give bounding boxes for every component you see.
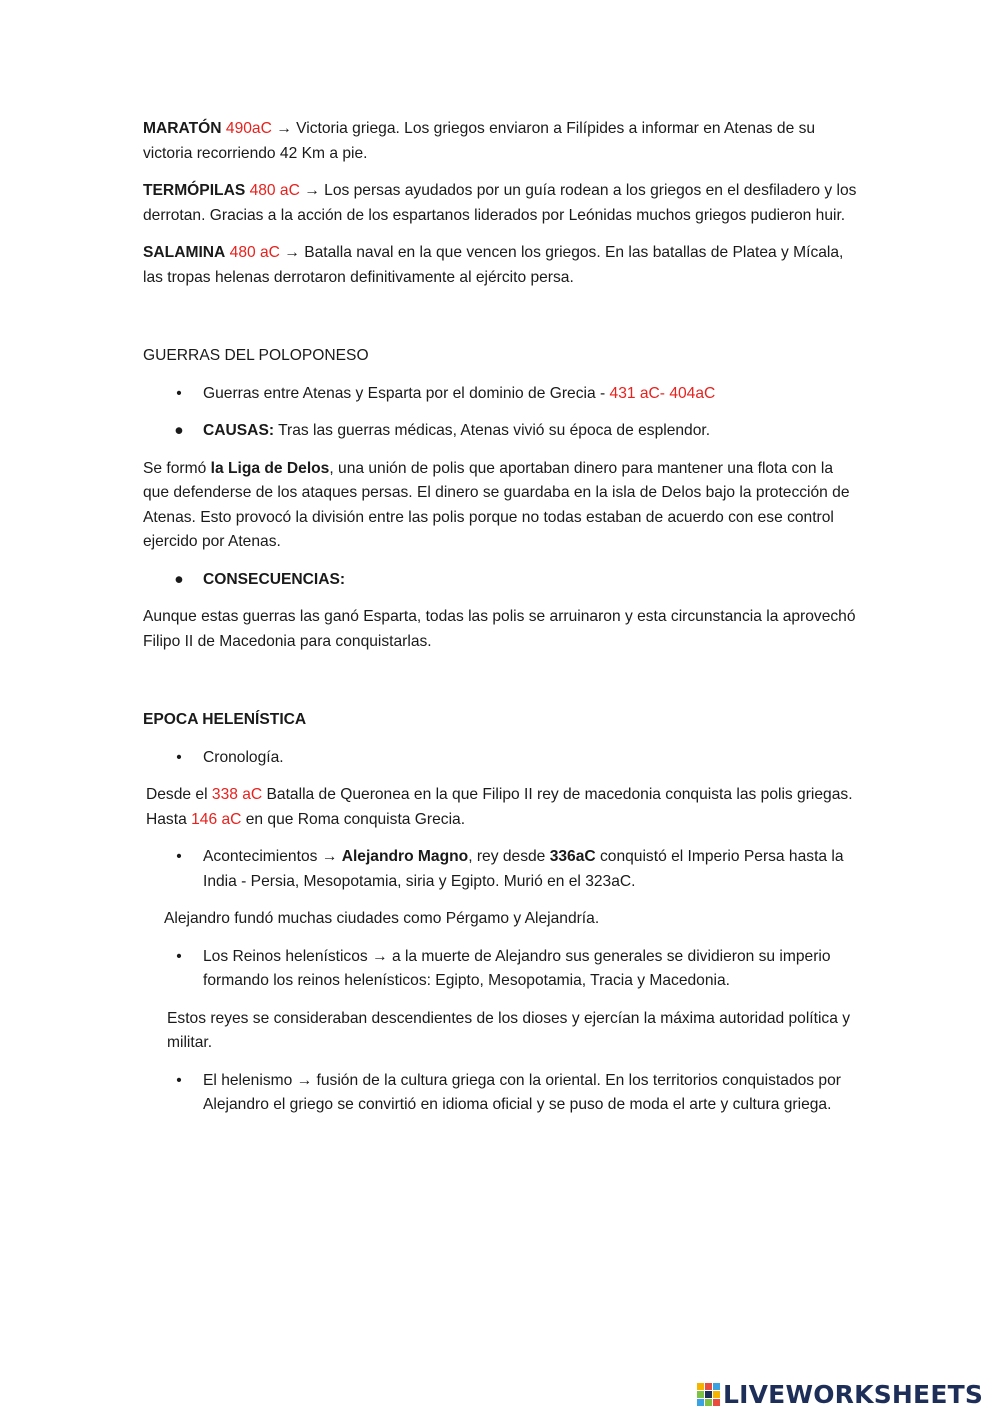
battle-date: 480 aC xyxy=(249,182,300,199)
logo-wordmark: LIVEWORKSHEETS xyxy=(723,1379,984,1409)
bullet-mark: • xyxy=(176,748,182,766)
heading-text: EPOCA HELENÍSTICA xyxy=(143,711,307,728)
bullet-acontecimientos xyxy=(143,845,858,894)
acont-pre: Acontecimientos → xyxy=(203,848,338,865)
paragraph-alejandro: Alejandro fundó muchas ciudades como Pérgamo y Alejandría. xyxy=(164,910,600,927)
battle-marathon xyxy=(143,117,858,166)
paragraph-consecuencias: Aunque estas guerras las ganó Esparta, todas las polis se arruinaron y esta circunstancia la aprovechó Filipo II de Macedonia para conquistarlas. xyxy=(143,608,856,650)
battle-name: MARATÓN xyxy=(143,120,222,137)
battle-text: → Batalla naval en la que vencen los griegos. En las batallas de Platea y Mícala, las tropas helenas derrotaron definitivamente al ejército persa. xyxy=(143,244,844,286)
bullet-mark: • xyxy=(176,947,182,965)
section-heading-peloponeso: GUERRAS DEL POLOPONESO xyxy=(143,347,369,364)
logo-cubes-icon xyxy=(697,1383,720,1406)
bullet-cronologia xyxy=(143,746,858,771)
document-page xyxy=(143,117,858,1118)
crono-mid: Batalla de Queronea en la que Filipo II rey de macedonia conquista las polis griegas. Hasta xyxy=(146,786,853,828)
bullet-mark: • xyxy=(176,1071,182,1089)
crono-date-end: 146 aC xyxy=(191,810,242,828)
battle-date: 490aC xyxy=(225,120,272,137)
bullet-date: 431 aC- 404aC xyxy=(609,384,716,402)
acont-post: conquistó el Imperio Persa hasta la India - Persia, Mesopotamia, siria y Egipto. Murió en el 323aC. xyxy=(203,848,844,890)
crono-post: en que Roma conquista Grecia. xyxy=(245,810,466,828)
acont-mid: , rey desde xyxy=(468,848,546,865)
paragraph-cronologia xyxy=(143,783,858,832)
acont-name: Alejandro Magno xyxy=(341,848,469,865)
bullet-causas xyxy=(143,419,858,444)
bullet-text: Guerras entre Atenas y Esparta por el dominio de Grecia - xyxy=(203,384,606,402)
bullet-text: Tras las guerras médicas, Atenas vivió su época de esplendor. xyxy=(278,422,711,439)
bullet-mark: ● xyxy=(174,422,184,439)
battle-text: → Victoria griega. Los griegos enviaron a Filípides a informar en Atenas de su victoria recorriendo 42 Km a pie. xyxy=(143,120,816,162)
paragraph-delos xyxy=(143,457,858,555)
bullet-mark: ● xyxy=(174,570,184,588)
section-heading-helenistica xyxy=(143,708,858,733)
bullet-label: CONSECUENCIAS: xyxy=(203,570,346,588)
delos-bold: la Liga de Delos xyxy=(210,459,330,477)
bullet-guerras xyxy=(143,382,858,407)
bullet-text: Cronología. xyxy=(203,748,284,766)
battle-thermopylae xyxy=(143,179,858,228)
bullet-consecuencias xyxy=(143,568,858,593)
bullet-mark: • xyxy=(176,384,182,402)
liveworksheets-logo xyxy=(697,1381,983,1407)
bullet-helenismo xyxy=(143,1069,858,1118)
bullet-text: Los Reinos helenísticos → a la muerte de Alejandro sus generales se dividieron su imperio formando los reinos helenísticos: Egipto, Mesopotamia, Tracia y Macedonia. xyxy=(203,947,831,989)
crono-date-start: 338 aC xyxy=(211,786,263,803)
battle-text: → Los persas ayudados por un guía rodean a los griegos en el desfiladero y los derrotan. Gracias a la acción de los espartanos liderados por Leónidas muchos griegos pudieron huir. xyxy=(143,182,857,224)
bullet-mark: • xyxy=(176,848,182,865)
delos-post: , una unión de polis que aportaban dinero para mantener una flota con la que defenderse de los ataques persas. El dinero se guardaba en la isla de Delos bajo la protección de Atenas. Esto provocó la división entre las polis porque no todas estaban de acuerdo con ese control ejercido por Atenas. xyxy=(143,459,850,550)
crono-pre: Desde el xyxy=(146,786,208,803)
bullet-label: CAUSAS: xyxy=(203,422,275,439)
bullet-text: El helenismo → fusión de la cultura griega con la oriental. En los territorios conquistados por Alejandro el griego se convirtió en idioma oficial y se puso de moda el arte y cultura griega. xyxy=(203,1071,841,1113)
battle-salamis xyxy=(143,241,858,290)
battle-date: 480 aC xyxy=(229,244,280,261)
battle-name: TERMÓPILAS xyxy=(143,182,246,199)
bullet-reinos xyxy=(143,945,858,994)
acont-date: 336aC xyxy=(549,848,596,865)
battle-name: SALAMINA xyxy=(143,244,226,261)
delos-pre: Se formó xyxy=(143,459,207,477)
paragraph-reyes: Estos reyes se consideraban descendientes de los dioses y ejercían la máxima autoridad política y militar. xyxy=(167,1009,851,1051)
